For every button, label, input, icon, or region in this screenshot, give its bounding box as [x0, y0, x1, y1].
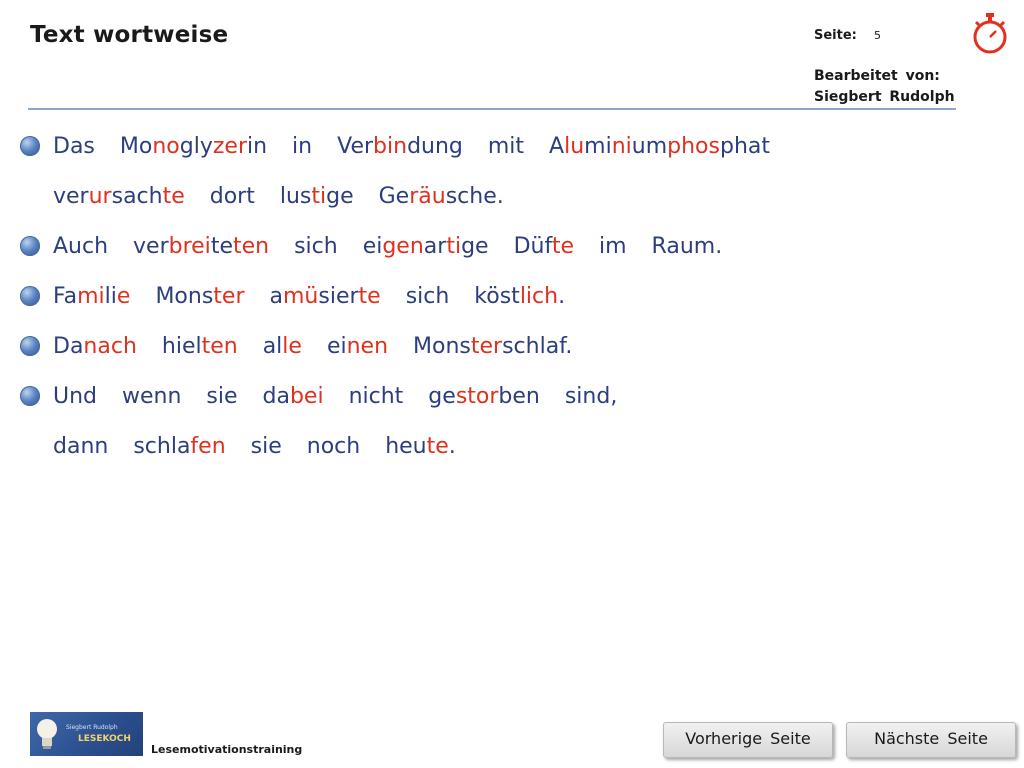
syllable: hiel: [136, 334, 202, 359]
syllable: Fa: [53, 284, 78, 309]
syllable: Da: [53, 334, 84, 359]
syllable: .: [558, 284, 566, 309]
highlighted-syllable: e: [116, 284, 131, 309]
syllable: nicht ge: [323, 384, 456, 409]
highlighted-syllable: ni: [611, 134, 632, 159]
highlighted-syllable: räu: [409, 184, 446, 209]
syllable: in: [247, 134, 268, 159]
syllable: schlaf.: [502, 334, 573, 359]
highlighted-syllable: ten: [201, 334, 238, 359]
edited-by-name: Siegbert Rudolph: [814, 89, 955, 105]
text-line: [53, 234, 722, 268]
syllable: [95, 134, 120, 159]
highlighted-syllable: bin: [373, 134, 408, 159]
syllable: .: [448, 434, 456, 459]
syllable: Das: [53, 134, 95, 159]
highlighted-syllable: lich: [519, 284, 559, 309]
highlighted-syllable: fen: [190, 434, 226, 459]
syllable: ben sind,: [498, 384, 618, 409]
syllable: ge Ge: [326, 184, 410, 209]
page-number: 5: [874, 29, 881, 42]
syllable: sie noch heu: [225, 434, 427, 459]
text-line: [53, 134, 770, 168]
syllable: ge Düf: [461, 234, 552, 259]
bullet-icon: [20, 286, 40, 306]
bullet-icon: [20, 386, 40, 406]
syllable: Mons: [130, 284, 214, 309]
page-title: Text wortweise: [30, 22, 229, 48]
highlighted-syllable: ti: [311, 184, 327, 209]
highlighted-syllable: no: [152, 134, 180, 159]
syllable: dort lus: [184, 184, 312, 209]
text-line: [53, 284, 565, 318]
syllable: sich ei: [269, 234, 383, 259]
highlighted-syllable: gen: [382, 234, 424, 259]
syllable: al: [237, 334, 283, 359]
highlighted-syllable: ur: [88, 184, 112, 209]
text-line: [53, 434, 456, 468]
syllable: dann schla: [53, 434, 191, 459]
syllable: Mo: [119, 134, 153, 159]
highlighted-syllable: mü: [283, 284, 319, 309]
logo-brand: LESEKOCH: [78, 734, 131, 744]
stopwatch-icon[interactable]: [970, 12, 1010, 54]
syllable: in Ver: [267, 134, 374, 159]
syllable: ver: [53, 184, 89, 209]
syllable: Und wenn sie da: [53, 384, 290, 409]
bullet-icon: [20, 336, 40, 356]
syllable: sich köst: [380, 284, 520, 309]
bullet-icon: [20, 136, 40, 156]
highlighted-syllable: te: [162, 184, 185, 209]
highlighted-syllable: brei: [168, 234, 211, 259]
logo-author: Siegbert Rudolph: [66, 724, 118, 731]
syllable: ar: [423, 234, 447, 259]
highlighted-syllable: te: [426, 434, 449, 459]
highlighted-syllable: bei: [289, 384, 324, 409]
syllable: gly: [179, 134, 213, 159]
header-divider: [28, 108, 956, 110]
syllable: ei: [301, 334, 347, 359]
text-line: [53, 384, 617, 418]
syllable: dung mit A: [407, 134, 565, 159]
highlighted-syllable: le: [282, 334, 302, 359]
page-label: Seite:: [814, 28, 857, 43]
highlighted-syllable: te: [551, 234, 574, 259]
syllable: Mons: [388, 334, 471, 359]
syllable: a: [244, 284, 283, 309]
syllable: phat: [719, 134, 770, 159]
edited-by-label: Bearbeitet von:: [814, 68, 940, 84]
syllable: sier: [318, 284, 359, 309]
edited-by: [814, 66, 955, 108]
highlighted-syllable: phos: [667, 134, 720, 159]
lightbulb-logo-icon: [34, 716, 60, 752]
syllable: sche.: [445, 184, 504, 209]
text-line: [53, 184, 504, 218]
lesekoch-logo: [30, 712, 143, 756]
highlighted-syllable: mi: [77, 284, 105, 309]
highlighted-syllable: ter: [213, 284, 245, 309]
syllable: um: [631, 134, 668, 159]
previous-page-button[interactable]: Vorherige Seite: [663, 722, 833, 758]
footer-caption: Lesemotivationstraining: [151, 743, 303, 756]
highlighted-syllable: zer: [212, 134, 247, 159]
highlighted-syllable: lu: [564, 134, 585, 159]
syllable: Auch ver: [53, 234, 169, 259]
highlighted-syllable: ten: [232, 234, 270, 259]
syllable: mi: [584, 134, 612, 159]
highlighted-syllable: te: [358, 284, 381, 309]
highlighted-syllable: stor: [455, 384, 499, 409]
highlighted-syllable: ti: [446, 234, 462, 259]
next-page-button[interactable]: Nächste Seite: [846, 722, 1016, 758]
highlighted-syllable: nach: [83, 334, 137, 359]
bullet-icon: [20, 236, 40, 256]
syllable: im Raum.: [574, 234, 723, 259]
text-line: [53, 334, 572, 368]
syllable: te: [210, 234, 233, 259]
syllable: li: [104, 284, 117, 309]
syllable: sach: [111, 184, 163, 209]
highlighted-syllable: ter: [470, 334, 503, 359]
highlighted-syllable: nen: [346, 334, 389, 359]
